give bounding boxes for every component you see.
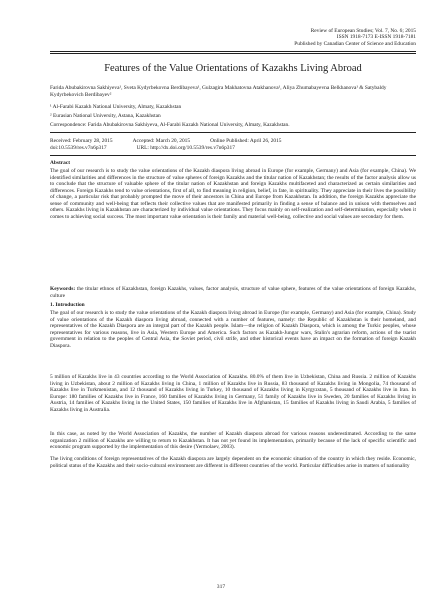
doi-url-link[interactable]: URL: http://dx.doi.org/10.5539/res.v7n6p317 bbox=[136, 145, 235, 151]
keywords bbox=[50, 286, 416, 299]
affiliation-1: ¹ Al-Farabi Kazakh National University, Almaty, Kazakhstan bbox=[50, 104, 182, 110]
doi-text: doi:10.5539/res.v7n6p317 bbox=[50, 145, 107, 151]
affiliation-2: ² Eurasian National University, Astana, Kazakhstan bbox=[50, 113, 161, 119]
correspondence: Correspondence: Farida Abubakirovna Sakhiyeva, Al-Farabi Kazakh National University, Almaty, Kazakhstan. bbox=[50, 122, 290, 128]
dates-rule-top bbox=[50, 132, 416, 133]
journal-publisher: Published by Canadian Center of Science and Education bbox=[294, 40, 416, 47]
received-date: Received: February 28, 2015 bbox=[50, 138, 113, 144]
header-rule-bottom bbox=[50, 53, 416, 54]
header-rule-top bbox=[50, 51, 416, 52]
abstract-text: The goal of our research is to study the value orientations of the Kazakh diaspora living abroad in Europe (for example, Germany) and Asia (for example, China). We identified similarities and differences in the structure of value spheres of foreign Kazakhs and the titular nation of Kazakhstan; the results of the factor analysis allow us to conclude that the structure of valuable sphere of the titular nation of Kazakhstan and foreign Kazakhs multifaceted and characterized as certain similarities and differences. Foreign Kazakhs tend to value orientations, first of all, to find meaning in religion, belief, in fate, in spirituality. They appreciate in their lives the possibility of change, a particular risk that probably prompted the move of their ancestors in China and Europe from Kazakhstan. In addition, the foreign Kazakhs appreciate the sense of community and well-being that reflects their collective values that are manifested primarily in finding a sense of balance and in unison with themselves and others. Kazakhs living in Kazakhstan are characterized by individual value orientations. They focus mainly on self-realization and self-determination, especially when it comes to achieving social success. The most important value orientation is their family and material well-being, collective and social values are secondary for them. bbox=[50, 168, 416, 220]
intro-paragraph-3: In this case, as noted by the World Association of Kazakhs, the number of Kazakh diaspora abroad for various reasons underestimated. According to the same organization 2 million of Kazakhs are willing to return to Kazakhstan. It has not yet found its implementation, primarily because of the lack of specific scientific and economic program supported by the implementation of this desire (Yermolaev, 2003). bbox=[50, 431, 416, 450]
introduction-heading: 1. Introduction bbox=[50, 302, 85, 308]
intro-paragraph-1: The goal of our research is to study the value orientations of the Kazakh diaspora living abroad in Europe (for example, Germany) and Asia (for example, China). Study of value orientations of the Kazakh diaspora living abroad, connected with a number of features, namely: the Republic of Kazakhstan is their homeland, and representatives of the Kazakh Diaspora are an integral part of the Kazakh people. Islam—the religion of Kazakh Diaspora, which is among the Turkic peoples, whose representatives for various reasons, live in Asia, Western Europe and America. Such factors as Kazakh-Jungar wars, Stalin's agrarian reform, actions of the tsarist government in relation to the peoples of Central Asia, the Soviet period, civil strife, and other historical events have an impact on the formation of foreign Kazakh Diaspora. bbox=[50, 310, 416, 349]
article-dates bbox=[50, 138, 416, 145]
article-title: Features of the Value Orientations of Kazakhs Living Abroad bbox=[104, 63, 362, 74]
abstract-heading: Abstract bbox=[50, 160, 71, 166]
journal-volume: Review of European Studies; Vol. 7, No. 6; 2015 bbox=[310, 28, 416, 34]
intro-paragraph-2: 5 million of Kazakhs live in 43 countries according to the World Association of Kazakhs. 80.0% of them live in Uzbekistan, China and Russia. 2 million of Kazakhs living in Uzbekistan, about 2 million of Kazakhs living in China, 1 million of Kazakhs live in Russia, 83 thousand of Kazakhs living in Mongolia, 74 thousand of Kazakhs live in Turkmenistan, and 12 thousand of Kazakhs living in Turkey, 10 thousand of Kazakhs living in Kyrgyzstan, 5 thousand of Kazakhs live in Iran. In Europe: 180 families of Kazakhs live in France, 160 families of Kazakhs living in Germany, 51 family of Kazakhs live in Sweden, 20 families of Kazakhs living in Austria, 14 families of Kazakhs living in the United States, 150 families of Kazakhs live in Afghanistan, 15 families of Kazakhs living in Saudi Arabia, 5 families of Kazakhs living in Australia. bbox=[50, 374, 416, 413]
accepted-date: Accepted: March 20, 2015 bbox=[132, 138, 191, 144]
online-date: Online Published: April 26, 2015 bbox=[210, 138, 282, 144]
author-list: Farida Abubakirovna Sakhiyeva¹, Sveta Kydyrbekovna Berdibayeva¹, Gulzagira Makhatovna Atakhanova¹, Aliya Zhumabayevna Belkhanova¹ & Satybaldy Kydyrbekovich Berdibayev² bbox=[50, 85, 387, 98]
page-number: 317 bbox=[216, 584, 226, 590]
intro-paragraph-4: The living conditions of foreign representatives of the Kazakh diaspora are largely dependent on the economic situation of the country in which they reside. Economic, political status of the Kazakhs and their socio-cultural environment are different in different countries of the world. Particular difficulties arise in matters of nationality bbox=[50, 456, 416, 469]
article-doi bbox=[50, 145, 416, 152]
keywords-text: the titular ethnos of Kazakhstan, foreign Kazakhs, values, factor analysis, structure of value sphere, features of the value orientations of foreign Kazakhs, culture bbox=[50, 286, 416, 299]
dates-rule-bottom bbox=[50, 155, 416, 156]
keywords-label: Keywords: bbox=[50, 286, 76, 292]
journal-issn: ISSN 1918-7173 E-ISSN 1918-7181 bbox=[336, 34, 416, 41]
journal-info bbox=[294, 28, 416, 47]
